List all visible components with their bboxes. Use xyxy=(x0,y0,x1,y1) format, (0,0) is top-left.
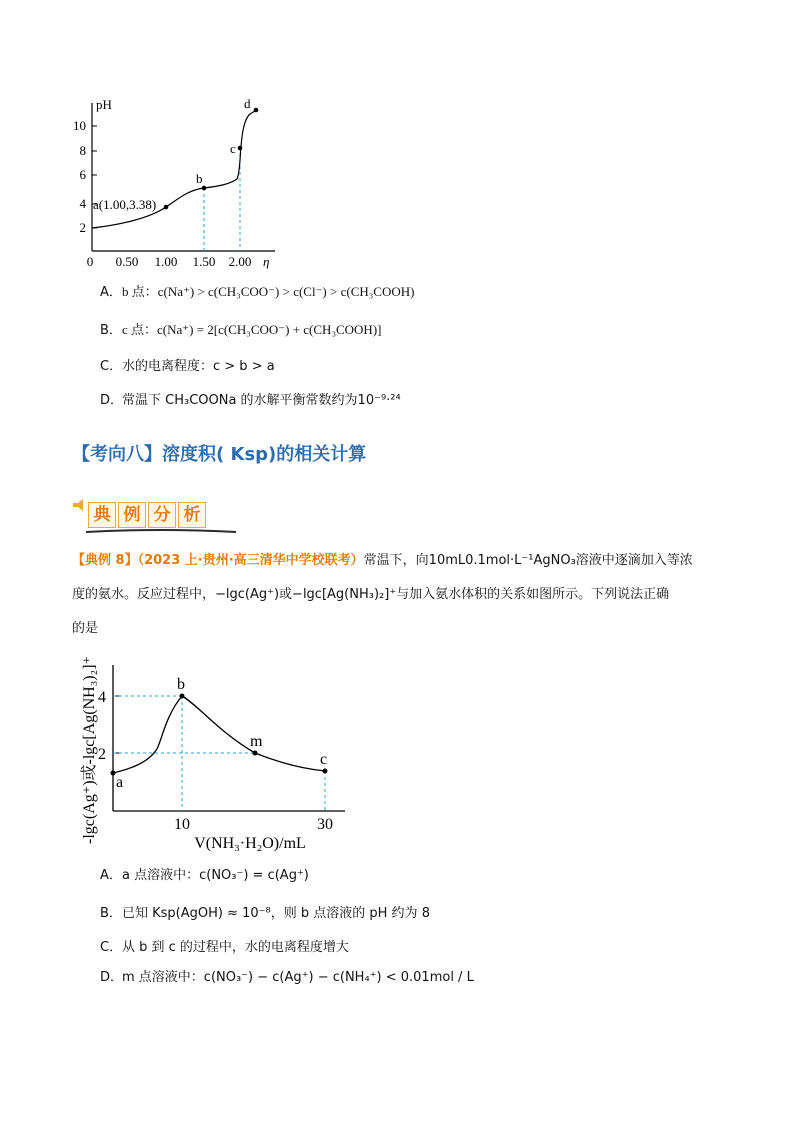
x-tick-30: 30 xyxy=(317,816,333,833)
megaphone-icon xyxy=(72,498,86,512)
point-c xyxy=(323,769,328,774)
example-source: （2023 上·贵州·高三清华中学校联考） xyxy=(137,553,364,568)
label-c: c xyxy=(320,751,328,768)
point-d xyxy=(254,108,259,113)
label-a: a xyxy=(116,774,124,791)
q1-option-c: C．水的电离程度：c > b > a xyxy=(100,359,275,374)
label-b: b xyxy=(177,676,185,693)
y-tick-2: 2 xyxy=(79,220,86,235)
x-tick-10: 10 xyxy=(174,816,190,833)
ag-ammonia-chart xyxy=(70,645,360,860)
ph-titration-chart xyxy=(70,95,290,275)
y-tick-6: 6 xyxy=(79,167,86,182)
x-axis-label: η xyxy=(263,254,270,269)
y-tick-2: 2 xyxy=(98,746,106,763)
label-a: a(1.00,3.38) xyxy=(93,197,157,212)
y-tick-4: 4 xyxy=(79,196,86,211)
point-b xyxy=(202,186,207,191)
q1-option-a: A．b 点：c(Na⁺) > c(CH₃COO⁻) > c(Cl⁻) > c(CH₃COOH) xyxy=(100,284,415,300)
y-tick-10: 10 xyxy=(73,118,86,133)
x-tick-100: 1.00 xyxy=(154,254,178,269)
y-axis-label: -lgc(Ag⁺)或-lgc[Ag(NH₃)₂]⁺ xyxy=(81,656,98,844)
example-tag: 【典例 8】 xyxy=(72,553,138,568)
q2-option-a: A．a 点溶液中：c(NO₃⁻) = c(Ag⁺) xyxy=(100,868,309,883)
label-b: b xyxy=(196,171,203,186)
point-a xyxy=(111,771,116,776)
x-tick-150: 1.50 xyxy=(192,254,216,269)
origin-label: 0 xyxy=(86,254,94,269)
q2-option-c: C．从 b 到 c 的过程中，水的电离程度增大 xyxy=(100,940,349,955)
y-axis-label: pH xyxy=(96,97,112,112)
example-stem-line1 xyxy=(72,546,693,576)
section-heading: 【考向八】溶度积( Ksp)的相关计算 xyxy=(72,444,367,465)
label-d: d xyxy=(244,96,251,111)
y-tick-4: 4 xyxy=(98,689,106,706)
example-stem-line2: 度的氨水。反应过程中，−lgc(Ag⁺)或−lgc[Ag(NH₃)₂]⁺与加入氨水体积的关系如图所示。下列说法正确 xyxy=(72,587,670,602)
point-m xyxy=(253,751,258,756)
banner-underline xyxy=(86,528,236,536)
banner-char-1: 典 xyxy=(88,502,116,528)
stem-text-1: 常温下，向10mL0.1mol·L⁻¹AgNO₃溶液中逐滴加入等浓 xyxy=(363,553,693,568)
x-axis-label: V(NH₃·H₂O)/mL xyxy=(194,835,306,852)
point-a xyxy=(164,205,169,210)
point-c xyxy=(238,146,243,151)
banner-char-2: 例 xyxy=(118,502,146,528)
x-tick-200: 2.00 xyxy=(228,254,252,269)
banner-char-3: 分 xyxy=(148,502,176,528)
banner-char-4: 析 xyxy=(178,502,206,528)
label-c: c xyxy=(230,141,236,156)
example-banner xyxy=(72,498,232,534)
concentration-curve xyxy=(113,696,328,773)
point-b xyxy=(180,694,185,699)
q1-option-d: D．常温下 CH₃COONa 的水解平衡常数约为10⁻⁹·²⁴ xyxy=(100,393,401,408)
y-tick-8: 8 xyxy=(79,143,86,158)
label-m: m xyxy=(250,733,263,750)
q2-option-b: B．已知 Ksp(AgOH) ≈ 10⁻⁸，则 b 点溶液的 pH 约为 8 xyxy=(100,906,430,921)
q2-option-d: D．m 点溶液中：c(NO₃⁻) − c(Ag⁺) − c(NH₄⁺) < 0.01mol / L xyxy=(100,970,474,985)
q1-option-b: B．c 点：c(Na⁺) = 2[c(CH₃COO⁻) + c(CH₃COOH)] xyxy=(100,322,382,338)
x-tick-050: 0.50 xyxy=(115,254,139,269)
example-stem-line3: 的是 xyxy=(72,621,99,636)
